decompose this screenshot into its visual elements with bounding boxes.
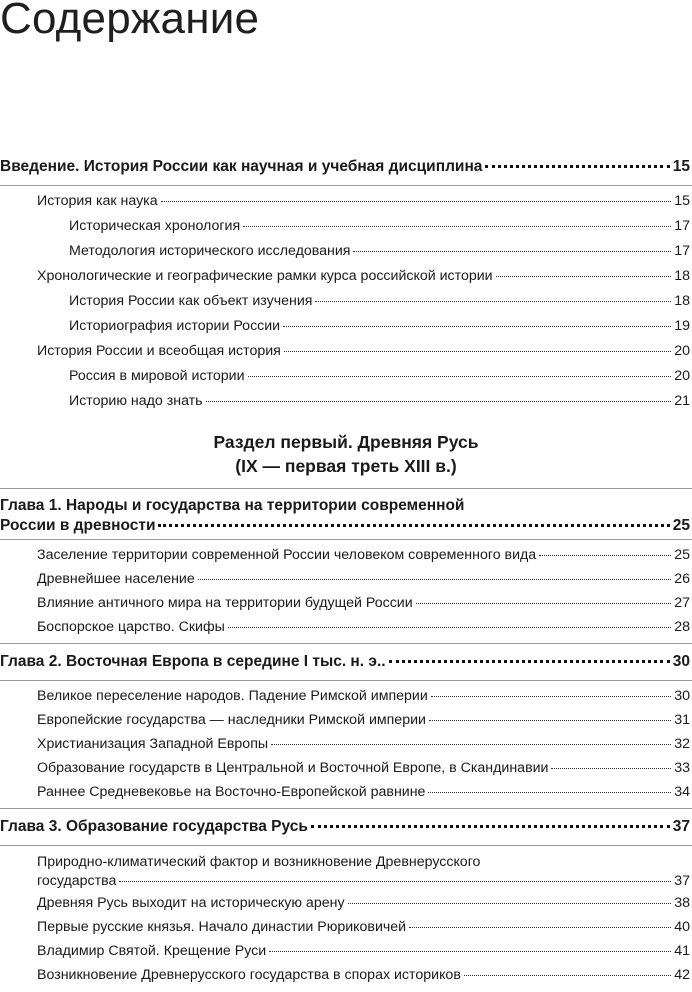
toc-item[interactable] [0, 780, 690, 804]
toc-item[interactable] [0, 214, 690, 239]
toc-entry-title: Введение. История России как научная и учебная дисциплина [0, 158, 483, 175]
chapter-title-row[interactable] [0, 516, 690, 536]
divider [0, 185, 692, 186]
toc-page-number: 27 [674, 595, 690, 611]
toc-page-number: 18 [674, 268, 690, 284]
dot-leader [198, 579, 671, 580]
chapter-title-line: России в древности [0, 517, 156, 534]
toc-item-continuation [0, 871, 690, 891]
toc-page-number: 17 [674, 243, 690, 259]
dot-leader [409, 927, 671, 928]
toc-item[interactable] [0, 915, 690, 939]
toc-entry-title: Европейские государства — наследники Римской империи [37, 712, 426, 728]
toc-introduction[interactable] [0, 152, 690, 182]
chapter-title: Глава 3. Образование государства Русь [0, 818, 308, 835]
divider [0, 808, 692, 809]
toc-item[interactable] [0, 389, 690, 414]
divider [0, 643, 692, 644]
dot-leader [389, 660, 670, 663]
toc-entry-title: Раннее Средневековье на Восточно-Европейской равнине [37, 784, 426, 800]
chapter-1[interactable] [0, 492, 692, 536]
toc-page-number: 15 [674, 193, 690, 209]
dot-leader [464, 975, 671, 976]
dot-leader [158, 524, 669, 527]
toc-page-number: 42 [674, 967, 690, 983]
dot-leader [348, 903, 672, 904]
dot-leader [283, 326, 671, 327]
toc-entry-title: Владимир Святой. Крещение Руси [37, 943, 267, 959]
dot-leader [161, 201, 672, 202]
toc-page-number: 25 [674, 547, 690, 563]
dot-leader [315, 301, 671, 302]
toc-entry-title: Природно-климатический фактор и возникновение Древнерусского [37, 854, 481, 870]
toc-item[interactable] [0, 732, 690, 756]
toc-entry-title: Христианизация Западной Европы [37, 736, 269, 752]
dot-leader [248, 376, 672, 377]
dot-leader [269, 951, 671, 952]
dot-leader [119, 881, 671, 882]
toc-page-number: 34 [674, 784, 690, 800]
toc-item[interactable] [0, 591, 690, 615]
toc-entry-title: Боспорское царство. Скифы [37, 619, 225, 635]
dot-leader [243, 226, 671, 227]
toc-entry-title: Образование государств в Центральной и Восточной Европе, в Скандинавии [37, 760, 549, 776]
dot-leader [206, 401, 672, 402]
toc-page-number: 19 [674, 318, 690, 334]
toc-item[interactable] [0, 543, 690, 567]
chapter-title-line: Глава 1. Народы и государства на территории современной [0, 497, 465, 514]
toc-item[interactable] [0, 756, 690, 780]
dot-leader [311, 825, 670, 828]
dot-leader [428, 792, 671, 793]
dot-leader [539, 555, 671, 556]
dot-leader [228, 627, 671, 628]
toc-page-number: 30 [674, 688, 690, 704]
toc-page-number: 38 [674, 895, 690, 911]
toc-item[interactable] [0, 364, 690, 389]
toc-entry-title: Древняя Русь выходит на историческую арену [37, 895, 345, 911]
divider [0, 488, 692, 489]
toc-page-number: 37 [674, 873, 690, 889]
toc-page-number: 30 [672, 653, 690, 670]
dot-leader [353, 251, 671, 252]
toc-entry-title: История как наука [37, 193, 158, 209]
toc-item[interactable] [0, 891, 690, 915]
toc-item[interactable] [0, 239, 690, 264]
toc-item[interactable] [0, 567, 690, 591]
toc-item[interactable] [0, 708, 690, 732]
section-title: Раздел первый. Древняя Русь [213, 432, 479, 452]
section-heading [0, 430, 692, 478]
toc-page-number: 41 [674, 943, 690, 959]
dot-leader [551, 768, 671, 769]
toc-entry-title: Хронологические и географические рамки курса российской истории [37, 268, 493, 284]
page-title: Содержание [0, 0, 260, 43]
toc-page-number: 20 [674, 343, 690, 359]
toc-page-number: 33 [674, 760, 690, 776]
toc-item[interactable] [0, 339, 690, 364]
toc-entry-title: Историография истории России [69, 318, 281, 334]
toc-entry-title: Историческая хронология [69, 218, 241, 234]
chapter-title: Глава 2. Восточная Европа в середине I тыс. н. э.. [0, 653, 386, 670]
toc-page-number: 26 [674, 571, 690, 587]
toc-entry-title: Влияние античного мира на территории будущей России [37, 595, 413, 611]
dot-leader [496, 276, 672, 277]
toc-item[interactable] [0, 849, 692, 891]
divider [0, 845, 692, 846]
toc-page-number: 17 [674, 218, 690, 234]
toc-page-number: 21 [674, 393, 690, 409]
toc-item[interactable] [0, 189, 690, 214]
toc-page-number: 18 [674, 293, 690, 309]
toc-entry-title: Первые русские князья. Начало династии Рюриковичей [37, 919, 407, 935]
toc-entry-title: Возникновение Древнерусского государства в спорах историков [37, 967, 461, 983]
toc-entry-title: Великое переселение народов. Падение Римской империи [37, 688, 428, 704]
dot-leader [485, 165, 669, 168]
toc-page-number: 37 [672, 818, 690, 835]
toc-page-number: 32 [674, 736, 690, 752]
chapter-title [0, 492, 692, 516]
toc-item[interactable] [0, 939, 690, 963]
toc-page-number: 40 [674, 919, 690, 935]
table-of-contents [0, 152, 692, 987]
toc-entry-title: Заселение территории современной России человеком современного вида [37, 547, 537, 563]
toc-entry-title: История России и всеобщая история [37, 343, 281, 359]
toc-item[interactable] [0, 615, 690, 639]
toc-page-number: 31 [674, 712, 690, 728]
toc-item[interactable] [0, 314, 690, 339]
dot-leader [271, 744, 671, 745]
toc-item[interactable] [0, 684, 690, 708]
dot-leader [431, 696, 671, 697]
toc-entry-title: Древнейшее население [37, 571, 195, 587]
toc-page-number: 20 [674, 368, 690, 384]
toc-page-number: 28 [674, 619, 690, 635]
toc-entry-title: История России как объект изучения [69, 293, 313, 309]
divider [0, 680, 692, 681]
chapter-2[interactable] [0, 647, 690, 677]
toc-page-number: 15 [672, 158, 690, 175]
toc-entry-title: Россия в мировой истории [69, 368, 245, 384]
toc-entry-title: Историю надо знать [69, 393, 203, 409]
dot-leader [416, 603, 672, 604]
toc-item[interactable] [0, 264, 690, 289]
toc-item[interactable] [0, 963, 690, 987]
chapter-3[interactable] [0, 812, 690, 842]
dot-leader [284, 351, 671, 352]
toc-entry-title: государства [37, 873, 117, 889]
toc-page-number: 25 [672, 517, 690, 534]
dot-leader [429, 720, 671, 721]
toc-item[interactable] [0, 289, 690, 314]
section-period: (IX — первая треть XIII в.) [235, 456, 457, 476]
divider [0, 539, 692, 540]
toc-entry-title: Методология исторического исследования [69, 243, 351, 259]
